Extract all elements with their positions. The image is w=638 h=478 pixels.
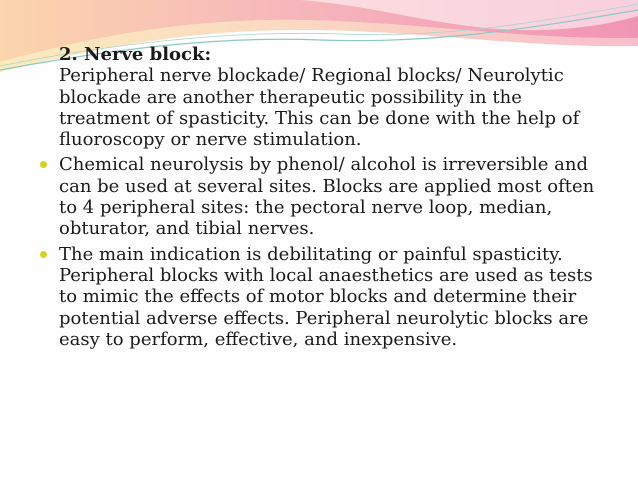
- bullet-item-neurolysis: [40, 154, 600, 239]
- bullet-text: The main indication is debilitating or painful spasticity. Peripheral blocks with local anaesthetics are used as tests to mimic the effects of motor blocks and determine their potential adverse effects. Peripheral neurolytic blocks are easy to perform, effective, and inexpensive.: [59, 243, 593, 350]
- nerve-block-section: [40, 44, 600, 150]
- bullet-dot-icon: [40, 161, 47, 168]
- bullet-item-indication: [40, 244, 600, 350]
- bullet-dot-icon: [40, 251, 47, 258]
- bullet-text: Chemical neurolysis by phenol/ alcohol is irreversible and can be used at several sites. Blocks are applied most often to 4 peripheral sites: the pectoral nerve loop, median, obturator, and tibial nerves.: [59, 154, 595, 240]
- section-heading: 2. Nerve block:: [59, 44, 212, 65]
- intro-paragraph: Peripheral nerve blockade/ Regional blocks/ Neurolytic blockade are another therapeutic possibility in the treatment of spasticity. This can be done with the help of fluoroscopy or nerve stimulation.: [59, 65, 580, 151]
- slide-content: [40, 44, 600, 350]
